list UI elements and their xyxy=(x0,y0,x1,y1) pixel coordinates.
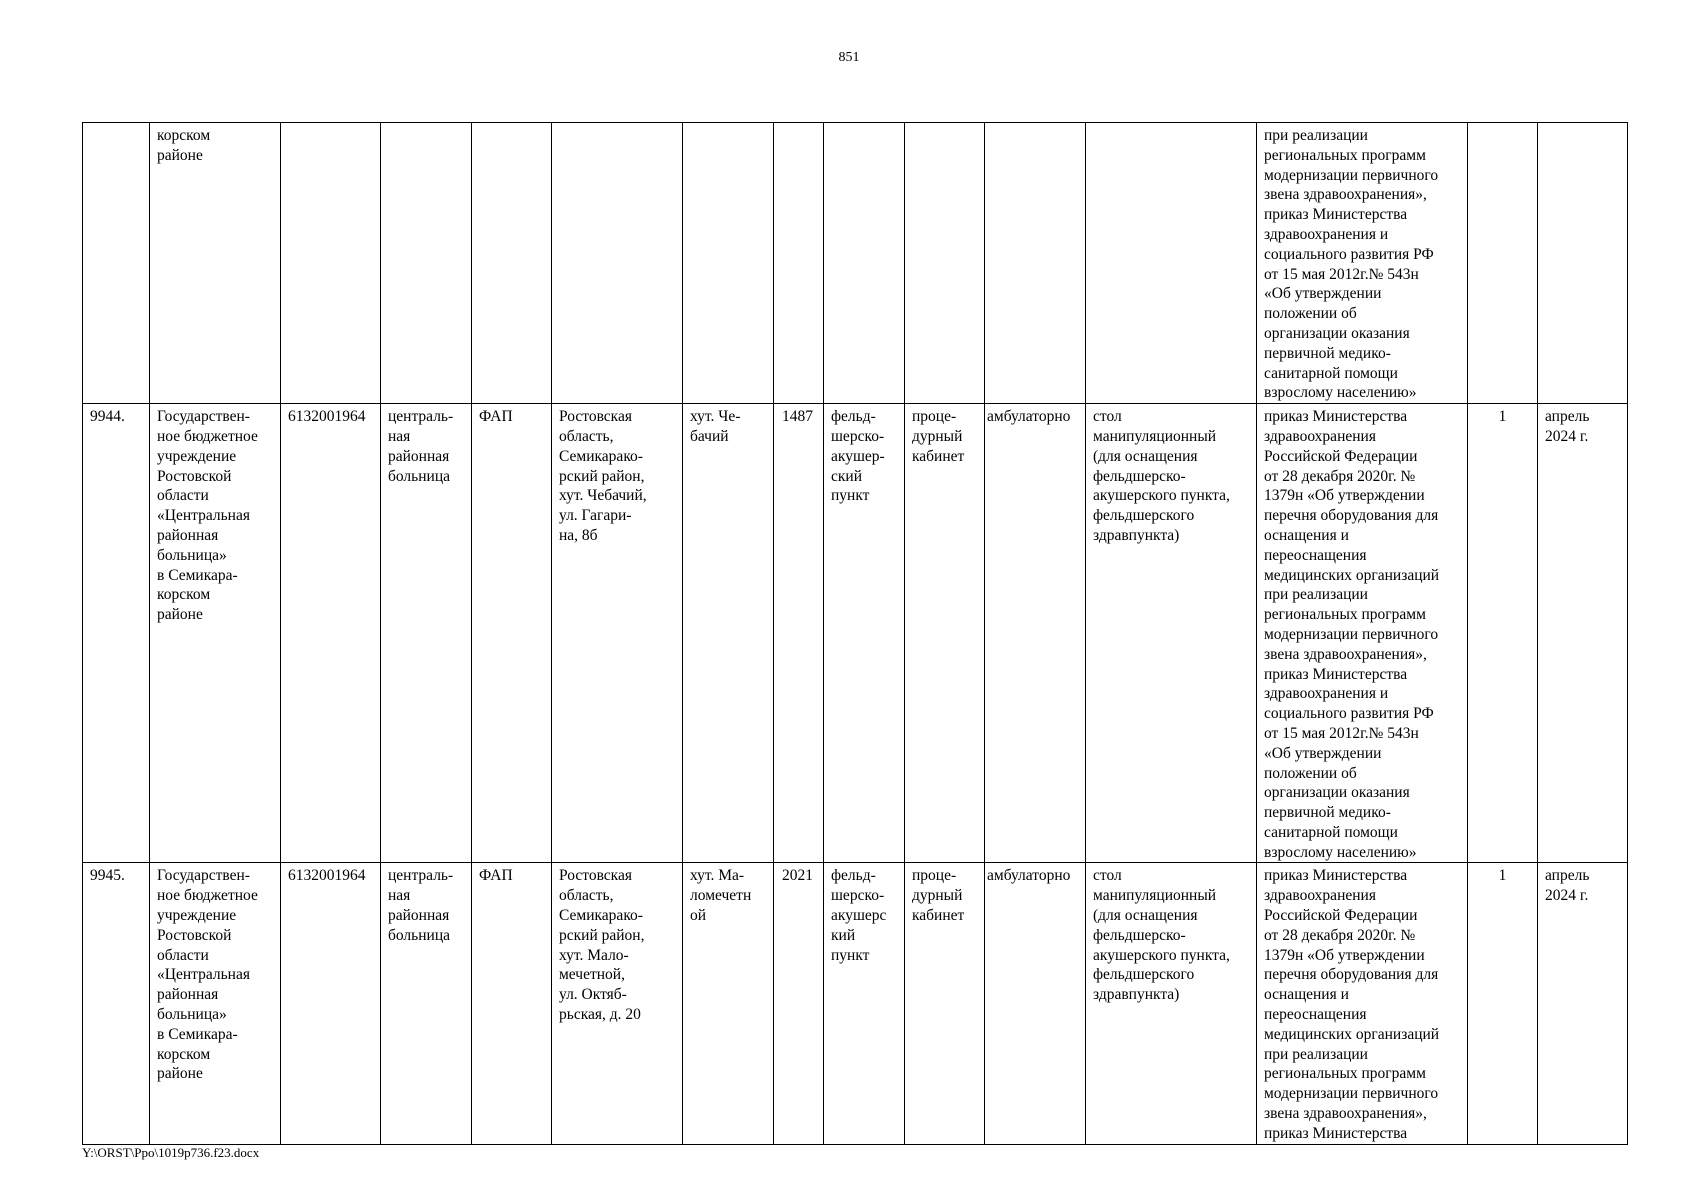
cell-organization: Государствен- ное бюджетное учреждение Ростовской области «Центральная районная больница» в Семикара- корском районе xyxy=(150,863,281,1144)
cell-care-mode: амбулаторно xyxy=(985,863,1086,1144)
cell-locality xyxy=(683,123,774,404)
cell-locality: хут. Ма- ломечетн ой xyxy=(683,863,774,1144)
cell-org-type: централь- ная районная больница xyxy=(381,404,472,863)
cell-facility: фельд- шерско- акушер- ский пункт xyxy=(824,404,905,863)
cell-organization: Государствен- ное бюджетное учреждение Ростовской области «Центральная районная больница» в Семикара- корском районе xyxy=(150,404,281,863)
cell-locality: хут. Че- бачий xyxy=(683,404,774,863)
cell-facility xyxy=(824,123,905,404)
cell-inn xyxy=(281,123,381,404)
cell-org-type xyxy=(381,123,472,404)
cell-population xyxy=(774,123,824,404)
cell-unit: ФАП xyxy=(472,863,552,1144)
cell-date: апрель 2024 г. xyxy=(1538,863,1628,1144)
cell-inn: 6132001964 xyxy=(281,404,381,863)
cell-quantity xyxy=(1468,123,1538,404)
cell-quantity: 1 xyxy=(1468,863,1538,1144)
cell-unit xyxy=(472,123,552,404)
cell-address: Ростовская область, Семикарако- рский район, хут. Мало- мечетной, ул. Октяб- рьская, д. 20 xyxy=(552,863,683,1144)
cell-number xyxy=(83,123,150,404)
cell-care-mode xyxy=(985,123,1086,404)
table-row xyxy=(83,404,1628,863)
table-row xyxy=(83,863,1628,1144)
cell-inn: 6132001964 xyxy=(281,863,381,1144)
cell-equipment xyxy=(1086,123,1257,404)
cell-legal-basis: приказ Министерства здравоохранения Российской Федерации от 28 декабря 2020г. № 1379н «Об утверждении перечня оборудования для оснащения и переоснащения медицинских организаций при реализации региональных программ модернизации первичного звена здравоохранения», приказ Министерства здравоохранения и социального развития РФ от 15 мая 2012г.№ 543н «Об утверждении положении об организации оказания первичной медико- санитарной помощи взрослому населению» xyxy=(1257,404,1468,863)
cell-care-mode: амбулаторно xyxy=(985,404,1086,863)
cell-org-type: централь- ная районная больница xyxy=(381,863,472,1144)
cell-room xyxy=(905,123,985,404)
cell-quantity: 1 xyxy=(1468,404,1538,863)
cell-facility: фельд- шерско- акушерс кий пункт xyxy=(824,863,905,1144)
cell-room: проце- дурный кабинет xyxy=(905,863,985,1144)
cell-organization: корском районе xyxy=(150,123,281,404)
cell-room: проце- дурный кабинет xyxy=(905,404,985,863)
cell-equipment: стол манипуляционный (для оснащения фельдшерско- акушерского пункта, фельдшерского здравпункта) xyxy=(1086,863,1257,1144)
cell-population: 1487 xyxy=(774,404,824,863)
cell-date xyxy=(1538,123,1628,404)
cell-equipment: стол манипуляционный (для оснащения фельдшерско- акушерского пункта, фельдшерского здравпункта) xyxy=(1086,404,1257,863)
cell-address: Ростовская область, Семикарако- рский район, хут. Чебачий, ул. Гагари- на, 8б xyxy=(552,404,683,863)
cell-unit: ФАП xyxy=(472,404,552,863)
cell-address xyxy=(552,123,683,404)
page-number: 851 xyxy=(838,50,860,65)
cell-legal-basis: при реализации региональных программ модернизации первичного звена здравоохранения», приказ Министерства здравоохранения и социального развития РФ от 15 мая 2012г.№ 543н «Об утверждении положении об организации оказания первичной медико- санитарной помощи взрослому населению» xyxy=(1257,123,1468,404)
equipment-table xyxy=(82,122,1628,1145)
cell-population: 2021 xyxy=(774,863,824,1144)
cell-number: 9944. xyxy=(83,404,150,863)
cell-legal-basis: приказ Министерства здравоохранения Российской Федерации от 28 декабря 2020г. № 1379н «Об утверждении перечня оборудования для оснащения и переоснащения медицинских организаций при реализации региональных программ модернизации первичного звена здравоохранения», приказ Министерства xyxy=(1257,863,1468,1144)
table-row xyxy=(83,123,1628,404)
cell-date: апрель 2024 г. xyxy=(1538,404,1628,863)
cell-number: 9945. xyxy=(83,863,150,1144)
footer-file-path: Y:\ORST\Ppo\1019p736.f23.docx xyxy=(82,1145,260,1160)
